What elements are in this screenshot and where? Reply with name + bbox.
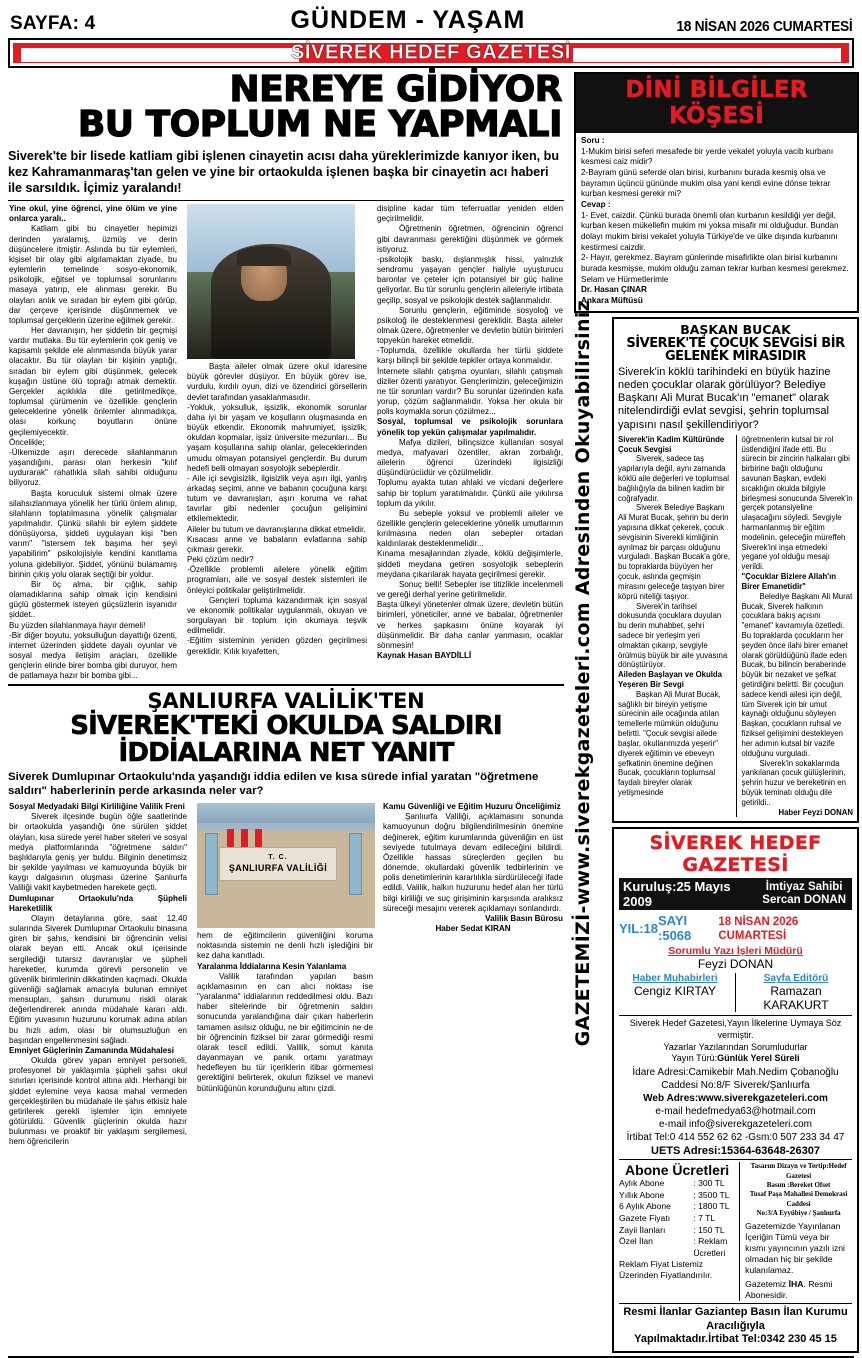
bucak-sub3: "Çocuklar Bizlere Allah'ın Birer Emanetidir" [741, 572, 837, 591]
col3-p4: Sorunlu gençlerin, eğitiminde sosyoloğ ve psikoloğ ile desteklenmesi gereklidir. Başta aileler olmak üzere, öğretmenler ve devletin bütün birimleri topyekün hareket etmelidir. [377, 305, 563, 346]
article-photo-governor-building [197, 803, 375, 928]
building-window [205, 833, 218, 895]
religion-box-body [576, 133, 857, 311]
bucak-article [612, 317, 859, 824]
footer-printing-info [740, 1162, 852, 1301]
footer-staff-divider [735, 973, 736, 1012]
subscription-row [619, 1236, 735, 1259]
col1-lead: Yine okul, yine öğrenci, yine ölüm ve yine onlarca yaralı.. [9, 204, 177, 224]
religion-box-title: DİNİ BİLGİLER KÖŞESİ [625, 77, 808, 129]
footer-title: SİVEREK HEDEF GAZETESİ [649, 832, 822, 877]
subscription-value: : 1800 TL [693, 1201, 730, 1212]
bucak-columns [618, 435, 853, 818]
right-column-block [574, 72, 859, 1353]
bucak-p6: Belediye Başkanı Ali Murat Bucak, Siverek halkının çocuklara bakış açısını "emanet" kavramıyla özetledi. Bu topraklarda çocukların her şeyden önce ilahi birer emanet olarak görüldüğünü ifade eden Bucak, bu bilincin beraberinde büyük bir nezaket ve şefkat getirdiğini belirtti. Bir çocuğun sadece kendi ailesi için değil, tüm Siverek için bir umut kaynağı olduğunu söyleyen Başkan, çocukların ruhsal ve fiziksel gelişimini destekleyen her adımın kutsal bir vazife olduğunu vurguladı. [741, 591, 853, 758]
agency-note [745, 1279, 852, 1301]
design-line-4: No:3/A Eyyübiye / Şanlıurfa [756, 1209, 841, 1218]
footer-page-editor-name: Ramazan KARAKURT [763, 984, 829, 1013]
bucak-p4: Başkan Ali Murat Bucak, sağlıklı bir bireyin yetişme sürecinin aile ocağında atılan temellerle mümkün olduğunu belirtti. "Çocuk sevgisi ailede başlar, okullarımızda yeşerir" diyerek eğitimin ve ebeveyn şefkatinin önemine değinen Bucak, çocukların toplumsal faydalı bireyler olarak yetişmesinde [618, 689, 721, 797]
building-sign [219, 847, 337, 881]
footer-owner [758, 880, 852, 908]
main-column-2 [182, 204, 372, 681]
religion-author: Dr. Hasan ÇINAR [581, 285, 647, 295]
col1-p6: Bir öç alma, bir çığlık, sahip olamadıklarına sahip olmak için kendisini güçlü göstermek isteyen güçsüzlerin isyanıdır şiddet.. [9, 579, 177, 620]
main-headline-line2: BU TOPLUM NE YAPMALI [77, 104, 562, 145]
subscription-value: : 150 TL [693, 1224, 725, 1235]
sub1-heading: Sosyal Medyadaki Bilgi Kirliliğine Valilik Freni [9, 802, 185, 812]
footer-row-founded [619, 878, 852, 910]
bucak-p3: Siverek'in tarihsel dokusunda çocuklara duyulan bu derin muhabbet, şehri sadece bir yerleşim yeri olmaktan çıkarıp, sevgiyle örülmüş büyük bir aile yuvasına dönüştürüyor. [618, 601, 728, 670]
main-column-3 [372, 204, 566, 681]
religion-author-title: Ankara Müftüsü [581, 295, 643, 305]
footer-issue-no: SAYI :5068 [658, 913, 692, 944]
col1-p5: Başta koruculuk sistemi olmak üzere silahsızlanmaya yönelik her türlü önlem alınıp, silahların toplatılmasına yönelik çalışmalar yapılmalıdır. Çünkü silahlı bir eylem şiddete dönüşüyorsa, şiddeti uygulayan kişi "ben varım" "istersem tek başıma her şeyi yapabilirim" psikolojisiyle kendini kanıtlama yoluna gidebiliyor. Şiddet, yönünü bulamamış birinin çıkış yolu olarak seçtiği bir yoldur. [9, 488, 177, 579]
sign-line-1: T. C. [268, 854, 288, 862]
second-column-2 [192, 802, 378, 1147]
bucak-column-1 [618, 435, 736, 818]
footer-reporters [619, 973, 731, 1012]
vertical-website-ad[interactable] [572, 300, 594, 1255]
subscription-row [619, 1190, 735, 1202]
subscriptions-title: Abone Ücretleri [624, 1162, 730, 1179]
main-column-1 [6, 204, 182, 681]
second-article-divider [8, 684, 564, 686]
col2-p8: Gençleri topluma kazandırmak için sosyal ve ekonomik politikalar uygulanmalı, okuyan ve sorgulayan bir toplum için okumaya teşvik edilmelidir. [187, 595, 367, 636]
second-article [6, 684, 566, 1147]
col1-p1: Katliam gibi bu cinayetler hepimizi derinden yaralamış, üzmüş ve derin düşüncelere itmiştir. Aslında bu tür eylemleri, kişisel bir olay gibi algılamaktan ziyade, bu eylemlerin temelinde sosyo-ekonomik, psikolojik, eğitsel ve toplumsal sorunlarını masaya yatırıp, ele alınması gerekir. Bu olayları anlık ve sıradan bir eylem gibi görüp, dar çerçeve içerisinde düşünmemek ve toplumsal gerçeklerin üzerine eğilmek gerekir. [9, 224, 177, 325]
footer-note-3a: Yayın Türü: [671, 1053, 718, 1064]
footer-phone: İrtibat Tel:0 414 552 62 62 -Gsm:0 507 233 34 47 [626, 1132, 845, 1144]
subscription-row [619, 1201, 735, 1213]
question-2: 2-Bayram günü seferde olan birisi, kurbanını burada kesmiş olsa ve bayramın üçüncü gününde mukim olsa yani kendi evine dönse tekrar kurban kesmesi gerekir mi? [581, 167, 831, 199]
bucak-p7: Siverek'in sokaklarında yankılanan çocuk gülüşlerinin, şehrin huzur ve bereketinin en büyük teminatı olduğu dile getirildi.. [741, 758, 846, 807]
main-standfirst: Siverek'te bir lisede katliam gibi işlenen cinayetin acısı daha yüreklerimizde kanıyor iken, bu kez Kahramanmaraş'tan gelen ve yine bir ortaokulda işlenen başka bir cinayetin acı haberi ile sarsıldık. İçimiz yaralandı! [8, 148, 560, 196]
footer-row-issue [619, 913, 852, 943]
col1-p2: Her davranışın, her şiddetin bir geçmişi vardır mutlaka. Bu tür eylemlerin çok geniş ve kapsamlı şekilde ele alınmasında büyük yarar olacaktır. Bu tür olayları bir kişinin yaptığı, sıradan bir eylem gibi düşünmek, gelecek kuşağın üstüne ölü toprağı atmak demektir. Gerçekler açıklıkla dile getirilmedikçe, toplumsal çürümenin ve özellikle gençlerin geleceklerine yönelik önlemler alınmadıkça, olası korkunç boyutların önüne geçilemiyecektir. [9, 326, 177, 437]
main-headline [6, 69, 566, 145]
second-article-columns [6, 802, 566, 1147]
col3-p12: Başta ülkeyi yönetenler olmak üzere, devletin bütün birimleri, yöneticiler, anne ve babalar, öğretmenler ve herkes şapkasını önüne koyarak iyi düşünmelidir. Bir daha canlar yanmasın, ocaklar sönmesin! [377, 600, 563, 650]
sub2-heading: Dumlupınar Ortaokulu'nda Şüpheli Hareketlilik [9, 893, 187, 913]
footer-reporters-label: Haber Muhabirleri [632, 973, 718, 985]
main-headline-line1: NEREYE GİDİYOR [229, 69, 562, 110]
sec-p5: Valilik tarafından yapılan basın açıklamasının en can alıcı noktası ise "yaralanma" iddialarının reddedilmesi oldu. Bazı haber sitelerinde bir öğretmenin saldırı sonucunda yaralandığına dair çıkan haberlerin tamamen asılsız olduğu, ne bir eğitimcinin ne de bir öğrencinin fiziksel bir zarar görmediği resmi olarak tescil edildi. Valilik, somut kanıta dayanmayan ve panik ortamı yaratmayı hedefleyen bu tür içeriklerin itibar görmemesi gerektiğini belirterek, okulun fiziksel ve manevi bütünlüğünün korunduğunu altını çizdi. [197, 971, 373, 1093]
col1-p4: -Ülkemizde aşırı derecede silahlanmanın yaşandığını, parası olan herkesin "kılıf uydurarak" rahatlıkla silah sahibi olduğunu biliyoruz. [9, 447, 177, 488]
sec-p1: Siverek ilçesinde bugün öğle saatlerinde bir ortaokulda yaşandığı öne sürülen şiddet olayları, kısa sürede yerel haber siteleri ve sosyal medya platformlarında "öğretmene saldırı" başlıklarıyla geniş yer buldu. Bilginin denetimsiz bir şekilde yayılması ve kamuoyunda büyük bir kaygı dalgasının oluşması üzerine Şanlıurfa Valiliği vakit kaybetmeden harekete geçti. [9, 812, 187, 893]
subscription-row [619, 1213, 735, 1225]
col3-p8: Toplumu ayakta tutan ahlaki ve vicdani değerlere sahip bir toplum yaratılmalıdır. Çünkü aile yıkılırsa toplum da yıkılır. [377, 478, 563, 508]
subscription-name: Zayii İlanları [619, 1224, 666, 1235]
page-header [6, 4, 856, 38]
religion-corner-box [574, 72, 859, 313]
building-roof [197, 803, 375, 823]
building-window [349, 833, 362, 895]
footer-web: Web Adres:www.siverekgazeteleri.com [643, 1093, 828, 1105]
sec-p2: Olayın detaylarına göre, saat 12.40 sularında Siverek Dumlupınar Ortaokulu binasına giren bir şahıs, kendisini bir öğrencinin velisi olarak beyan etti. Ancak okul içerisinde sergilediği tutarsız davranışlar ve şüpheli hareketler, kurumda görevli personelin ve güvenlik birimlerinin dikkatinden kaçmadı. Okulda güvenliği sağlamak amacıyla bulunan emniyet mensupları, şahsın durumunu riskli olarak değerlendirerek anında müdahale kararı aldı. Eğitim yuvasının huzurunu korumak adına atılan bu hızlı adım, olası bir olumsuzluğun en başından engellenmesini sağladı. [9, 913, 187, 1045]
col2-p6: Peki çözüm nedir? [187, 555, 254, 565]
masthead-band [8, 38, 854, 68]
col3-p1: disipline kadar tüm teferruatlar yeniden elden geçirilmelidir. [377, 204, 563, 224]
bucak-p5: öğretmenlerin kutsal bir rol üstlendiğini ifade etti. Bu sürecin bir zincirin halkaları gibi birbirine bağlı olduğunu savunan Başkan, evdeki sıcaklığın okulda bilgiyle birleşmesi sonucunda Siverek'in gerçek potansiyeline ulaşacağını söyledi. Sevgiyle harmanlanmış bir eğitim modelinin, geleceğin müreffeh Siverek'ini inşa etmedeki yegane yol olduğu mesajı verildi. [741, 434, 853, 572]
bucak-kicker: BAŞKAN BUCAK [680, 321, 791, 337]
agency-suffix: . Resmi Abonesidir. [745, 1278, 833, 1300]
col1-p3: Öncelikle; [9, 437, 45, 447]
question-1: 1-Mukim birisi seferi mesafede bir yerde vekalet yoluyla vacib kurbanı kesmesi caiz midir? [581, 146, 834, 167]
footer-note-1: Siverek Hedef Gazetesi,Yayın İlkelerine Uymaya Söz vermiştir. [629, 1018, 842, 1041]
second-article-kicker: ŞANLIURFA VALİLİK'TEN [147, 689, 425, 714]
col3-p9: Bu sebeple yoksul ve problemli aileler ve özellikle gençlerin geleceklerine yönelik umutlarının kırılmasına neden olan sebepler ortadan kaldırılarak desteklenmelidir... [377, 508, 563, 549]
bucak-title: SİVEREK'TE ÇOCUK SEVGİSİ BİR GELENEK MİRASIDIR [626, 335, 845, 365]
second-credit: Haber Sedat KIRAN [435, 924, 511, 934]
second-column-3 [378, 802, 566, 1147]
sec-p4: hem de eğitimcilerin güvenliğini koruma noktasında sistemin ne denli hızlı işlediğini bir kez daha kanıtladı. [197, 931, 373, 961]
agency-prefix: Gazetemiz [745, 1278, 789, 1289]
masthead-title: SİVEREK HEDEF GAZETESİ [291, 41, 571, 64]
second-credit-bold: Valilik Basın Bürosu [485, 913, 563, 923]
footer-year: YIL:18 [619, 920, 659, 936]
answer-1: 1- Evet, caizdir. Çünkü burada önemli olan kurbanın kesildiği yer değil, kurban kesen mükellefin mukim mi yoksa misafir mi olduğudur. Bundan dolayı mukim birisi vekalet yoluyla Türkiye'de ve ülke dışında kurbanını kestirmesi caizdir. [581, 210, 839, 252]
section-title: GÜNDEM - YAŞAM [290, 6, 526, 34]
issue-date: 18 NİSAN 2026 CUMARTESİ [675, 18, 852, 35]
footer-editor-name: Feyzi DONAN [697, 957, 774, 972]
bucak-column-2 [736, 435, 854, 818]
main-article-columns [6, 204, 566, 681]
photo-person-hair [237, 246, 291, 266]
col2-p7: -Özellikle problemli ailelere yönelik eğitim programları, aile ve sosyal destek sistemleri ile önleyici politikalar geliştirilmelidir. [187, 565, 367, 595]
official-ads-line-2: Yapılmaktadır.İrtibat Tel:0342 230 45 15 [634, 1333, 837, 1346]
col3-p2: Öğretmenin öğretmen, öğrencinin öğrenci gibi davranması gerektiğini düşünmek ve görmek istiyoruz. [377, 224, 563, 254]
col2-p2: -Yokluk, yoksulluk, işsizlik, ekonomik sorunlar daha iyi bir yaşam ve koşulların oluşmasında en büyük etkendir. Ekonomik mahrumiyet, işsizlik, okuldan kopmalar, işsiz üniversite mezunları... Bu yaşam koşullarına sahip olanlar, geleceklerinden umudu olmayan potansiyel gençlerdir. Bu durum hedefi belli olmayan sosyolojik sebeplerdir. [187, 402, 367, 473]
footer-addr-1: İdare Adresi:Camikebir Mah.Nedim Çobanoğlu [632, 1067, 839, 1079]
footer-masthead-box [612, 827, 859, 1353]
footer-address [619, 1066, 852, 1144]
sec-p6: Şanlıurfa Valiliği, açıklamasını sonunda kamuoyunun doğru bilgilendirilmesinin önemine değinerek, eğitim kurumlarında güvenliğin en üst seviyede tutulmaya devam edileceğini bildirdi. Özellikle hassas süreçlerden geçilen bu dönemde, okullardaki güvenlik tedbirlerinin ve polis denetimlerinin kararlılıkla sürdürüleceği ifade edildi. Valilik, halkın huzurunu hedef alan her türlü bilgi kirliliği ve suç girişiminin karşısında aralıksız süreceği mesajını vererek açıklamayı sonlandırdı. [383, 812, 563, 913]
sec-p3: Okulda görev yapan emniyet personeli, profesyonel bir yaklaşımla şüpheli şahsı okul sınırları içerisinde kontrol altına aldı. Herhangi bir şiddet eylemine veya kaosa mahal vermeden gerçekleştirilen bu müdahale ile şahıs etkisiz hale getirilerek gerekli işlemler için emniyete götürüldü. Güvenlik güçlerinin okulda hazır bulunması ve proaktif bir yaklaşım sergilemesi, hem öğrencilerin [9, 1056, 187, 1147]
footer-email-2: e-mail info@siverekgazeteleri.com [659, 1119, 812, 1131]
footer-official-ads [619, 1303, 852, 1347]
subscription-row [619, 1225, 735, 1237]
subscription-name: Özel İlan [619, 1236, 653, 1247]
footer-addr-2: Caddesi No:8/F Siverek/Şanlıurfa [661, 1080, 810, 1092]
footer-staff-row [619, 973, 852, 1012]
bucak-standfirst: Siverek'in köklü tarihindeki en büyük hazine neden çocuklar olarak görülüyor? Belediye Başkanı Ali Murat Bucak'ın "emanet" olarak nitelendirdiği evlat sevgisi, şehrin toplumsal yapısını nasıl şekillendiriyor? [618, 365, 831, 431]
footer-date: 18 NİSAN 2026 CUMARTESİ [718, 914, 799, 943]
col3-credit: Kaynak Hasan BAYDİLLİ [377, 651, 472, 660]
footer-owner-label: İmtiyaz Sahibi [765, 881, 843, 894]
bucak-p1: Siverek, sadece taş yapılarıyla değil, aynı zamanda köklü aile değerleri ve toplumsal bağlılığıyla da bilinen kadim bir coğrafyadır. [618, 454, 729, 503]
subscription-value: : 300 TL [693, 1178, 725, 1189]
subscription-value: : 3500 TL [693, 1189, 730, 1200]
col2-p3: - Aile içi sevgisizlik, ilgisizlik veya aşırı ilgi, yanlış arkadaş seçimi, anne ve babanın çocuğuna karşı tutum ve davranışları, aşırı koruma ve rahat tavırlar gibi nedenler çocuğun gelişimini etkilemektedir. [187, 473, 367, 524]
question-label: Soru : [581, 136, 605, 145]
col2-p5: Kısacası anne ve babaların evlatlarına sahip çıkması gerekir. [187, 534, 367, 554]
footer-page-editor-label: Sayfa Editörü [763, 973, 829, 985]
vertical-ad-text: GAZETEMİZİ-www.siverekgazeteleri.com Adresinden Okuyabilirsiniz [572, 300, 594, 1047]
agency-name: İHA [788, 1278, 804, 1289]
footer-editor [619, 945, 852, 971]
col3-p11: Sonuç belli! Sebepler ise titizlikle incelenmeli ve gereği derhal yerine getirilmelidir. [377, 579, 563, 600]
footer-note-3b: Günlük Yerel Süreli [717, 1053, 800, 1064]
design-line-1: Tasarım Dizayn ve Tertip:Hedef Gazetesi [750, 1162, 847, 1180]
answer-label: Cevap : [581, 199, 611, 209]
bucak-sub2: Aileden Başlayan ve Okulda Yeşeren Bir Sevgi [618, 670, 723, 690]
sign-line-2: ŞANLIURFA VALİLİĞİ [228, 862, 328, 873]
footer-note-2: Yazarlar Yazılarından Sorumludurlar [663, 1041, 808, 1052]
religion-closing: Selam ve Hürmetlerimle [581, 274, 669, 284]
sub5-heading: Kamu Güvenliği ve Eğitim Huzuru Önceliğimiz [383, 802, 561, 812]
col3-p10: Kınama mesajlarından ziyade, köklü değişimlerle, şiddeti meydana getiren sosyolojik sebeplerin meydana çıkarılarak hayata geçirilmesi gerekir. [377, 549, 563, 579]
footer-subscriptions [619, 1162, 740, 1301]
bucak-credit: Haber Feyzi DONAN [778, 807, 853, 817]
footer-two-cols [619, 1159, 852, 1301]
subscription-name: Aylık Abone [619, 1178, 665, 1189]
footer-editor-label: Sorumlu Yazı İşleri Müdürü [668, 945, 803, 958]
col3-p7: Mafya dizileri, bilinçsizce kullanılan sosyal medya, mafyavari özentiler, akran zorbalığı, ailelerin öğrenci üzerindeki ilgisizliği düşündürücüdür ve çözülmelidir. [377, 437, 563, 478]
subscription-value: : Reklam Ücretleri [693, 1236, 728, 1258]
col2-p4: Aileler bu tutum ve davranışlarına dikkat etmelidir. [187, 524, 366, 534]
col3-p3: -psikolojik baskı, dışlanmışlık hissi, yalnızlık sendromu yaşayan gençler haliyle uyuşturucu baronlar ve çeteler için potansiyel bir güç haline geliyorlar. Bu tür sorunlu gençlerin aileleriyle irtibata geçilip, sosyal ve psikolojik destek sağlanmalıdır. [377, 254, 563, 305]
footer-owner-name: Sercan DONAN [762, 894, 846, 907]
col3-bold1: Sosyal, toplumsal ve psikolojik sorunlara yönelik top yekün çalışmalar yapılmalıdır. [377, 417, 563, 437]
left-column-block [6, 69, 566, 1353]
sub3-heading: Emniyet Güçlerinin Zamanında Müdahalesi [9, 1045, 175, 1055]
official-ads-line-1: Resmi İlanlar Gaziantep Basın İlan Kurumu Aracılığıyla [623, 1305, 848, 1332]
col2-p9: -Eğitim sisteminin yeniden gözden geçirilmesi gereklidir. Kılık kıyafetten, [187, 636, 367, 656]
footer-note-3 [619, 1053, 852, 1065]
bucak-p2: Siverek Belediye Başkanı Ali Murat Bucak, şehrin bu derin yapısına dikkat çekerek, çocuk sevgisinin Siverekli kimliğinin ayrılmaz bir parçası olduğunu vurguladı. Başkan Bucak'a göre, bu topraklarda büyüyen her çocuk, aslında geçmişin mirasını geleceğe taşıyan birer köprü niteliği taşıyor. [618, 503, 731, 601]
design-line-2: Basım :Bereket Ofset [766, 1181, 831, 1190]
article-photo-man [187, 204, 355, 359]
page-number-label: SAYFA: 4 [10, 13, 96, 34]
second-article-standfirst: Siverek Dumlupınar Ortaokulu'nda yaşandığı iddia edilen ve kısa sürede infial yaratan "öğretmene saldırı" haberlerinin perde arkasında neler var? [8, 770, 539, 798]
second-article-title: SİVEREK'TEKİ OKULDA SALDIRI İDDİALARINA NET YANIT [70, 711, 502, 768]
footer-page-editor [740, 973, 852, 1012]
footer-founded: Kuruluş:25 Mayıs 2009 [623, 879, 731, 910]
footer-reporters-name: Cengiz KIRTAY [633, 984, 717, 999]
sub4-heading: Yaralanma İddialarına Kesin Yalanlama [197, 961, 347, 971]
footer-notes [619, 1015, 852, 1065]
headline-divider [8, 200, 564, 201]
religion-box-header [576, 74, 857, 133]
copyright-note: Gazetemizde Yayınlanan İçeriğin Tümü veya bir kısmı yayıncının yazılı izni olmadan hiç bir şekilde kulanılamaz. [745, 1220, 845, 1276]
subscription-name: 6 Aylık Abone [619, 1201, 671, 1212]
main-article [6, 69, 566, 681]
answer-2: 2- Hayır, gerekmez. Bayram günlerinde misafirlikte olan birisi kurbanını burada kesmişse, mukim olduğu zaman tekrar kurban kesmesi gerekmez. [581, 253, 849, 273]
second-column-1 [6, 802, 192, 1147]
page-body [6, 69, 856, 1353]
footer-uets: UETS Adresi:15364-63648-26307 [651, 1145, 820, 1158]
col1-p8: -Bir diğer boyutu, yoksulluğun dayattığı özenti, internet üzerinden şiddete dayalı oyunlar ve sosyal medya iletişim araçları, özellikle gençlerin elinde birer bomba gibi duruyor, hem de patlamaya hazır bir bomba gibi... [9, 630, 177, 681]
subscription-value: : 7 TL [693, 1212, 716, 1223]
subscription-name: Yıllık Abone [619, 1189, 665, 1200]
subscriptions-note: Reklam Fiyat Listemiz Üzerinden Fiyatlandırılır. [619, 1259, 713, 1281]
col2-p1: Başta aileler olmak üzere okul idaresine büyük görevler düşüyor. En büyük görev ise, vurdulu, kırdılı oyun, dizi ve özendirici görsellerin devlet tarafından yasaklanmasıdır. [187, 362, 367, 402]
col3-p5: -Toplumda, özellikle okullarda her türlü şiddete karşı bilinçli bir şekilde tepkiler ortaya konmalıdır. [377, 346, 563, 366]
footer-email-1: e-mail hedefmedya63@hotmail.com [655, 1106, 816, 1118]
design-line-3: Tusaf Paşa Mahallesi Demokrasi Caddesi [749, 1190, 848, 1208]
subscription-name: Gazete Fiyatı [619, 1212, 671, 1223]
bucak-sub1: Siverek'in Kadim Kültüründe Çocuk Sevgisi [618, 434, 725, 454]
subscription-row [619, 1178, 735, 1190]
col3-p6: İnternete silahlı çatışma oyunları, silahlı çatışmalı diziler özenti yaratıyor. Gençlerimizin, geleceğimizin ne tür sorunları vardır? Bu sorunlar üzerinden kafa yorup, çözüm sağlanmalıdır. Yoksa her okula bir polis koymakla sorun çözülmez... [377, 366, 563, 417]
col1-p7: Bu yüzden silahlanmaya hayır demeli! [9, 620, 146, 630]
